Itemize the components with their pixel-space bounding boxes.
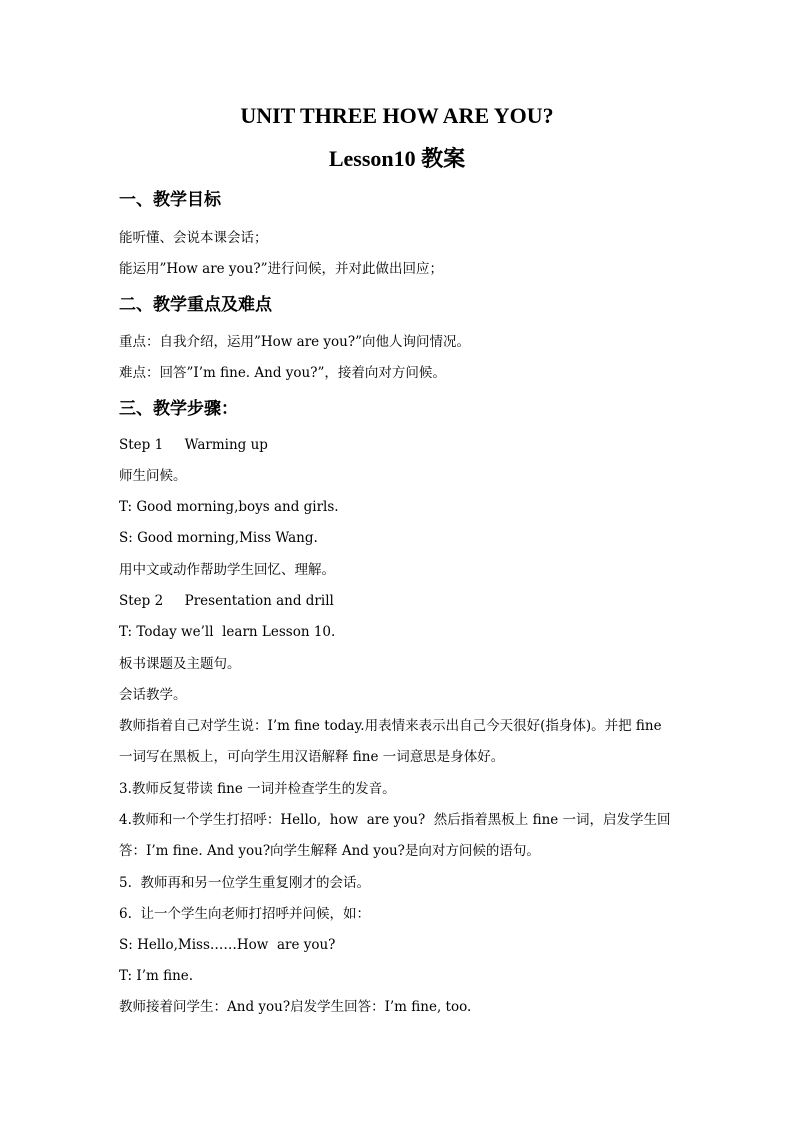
step-line: 师生问候。 [119, 468, 187, 484]
step-line: 4.教师和一个学生打招呼：Hello, how are you? 然后指着黑板上 fine 一词，启发学生回 [119, 812, 671, 828]
step-line: Step 2 Presentation and drill [119, 593, 334, 609]
keypoint-line: 难点：回答”I’m fine. And you?”，接着向对方问候。 [119, 365, 446, 381]
step-line: 6. 让一个学生向老师打招呼并问候，如： [119, 906, 370, 922]
step-line: Step 1 Warming up [119, 437, 268, 453]
section-heading-steps: 三、教学步骤： [119, 399, 238, 419]
document-title: UNIT THREE HOW ARE YOU? [240, 103, 554, 128]
step-line: 3.教师反复带读 fine 一词并检查学生的发音。 [119, 781, 396, 797]
step-line: 5. 教师再和另一位学生重复刚才的会话。 [119, 875, 370, 891]
step-line: 答：I’m fine. And you?向学生解释 And you?是向对方问候的语句。 [119, 843, 540, 859]
objective-line: 能听懂、会说本课会话； [119, 230, 268, 246]
step-line: T: Today we’ll learn Lesson 10. [119, 624, 336, 640]
step-line: 教师指着自己对学生说：I’m fine today.用表情来表示出自己今天很好(指身体)。并把 fine [119, 718, 662, 734]
step-line: 一词写在黑板上，可向学生用汉语解释 fine 一词意思是身体好。 [119, 749, 505, 765]
document-subtitle: Lesson10 教案 [328, 146, 466, 171]
section-heading-objectives: 一、教学目标 [119, 190, 221, 210]
step-line: S: Good morning,Miss Wang. [119, 530, 318, 546]
step-line: 板书课题及主题句。 [119, 656, 241, 672]
step-line: T: Good morning,boys and girls. [119, 499, 339, 515]
keypoint-line: 重点：自我介绍，运用”How are you?”向他人询问情况。 [119, 334, 471, 350]
step-line: T: I’m fine. [119, 968, 194, 984]
step-line: 用中文或动作帮助学生回忆、理解。 [119, 562, 335, 578]
section-heading-keypoints: 二、教学重点及难点 [119, 295, 272, 315]
step-line: S: Hello,Miss……How are you? [119, 937, 336, 953]
step-line: 教师接着问学生：And you?启发学生回答：I’m fine, too. [119, 999, 472, 1015]
step-line: 会话教学。 [119, 687, 187, 703]
objective-line: 能运用”How are you?”进行问候，并对此做出回应； [119, 261, 444, 277]
